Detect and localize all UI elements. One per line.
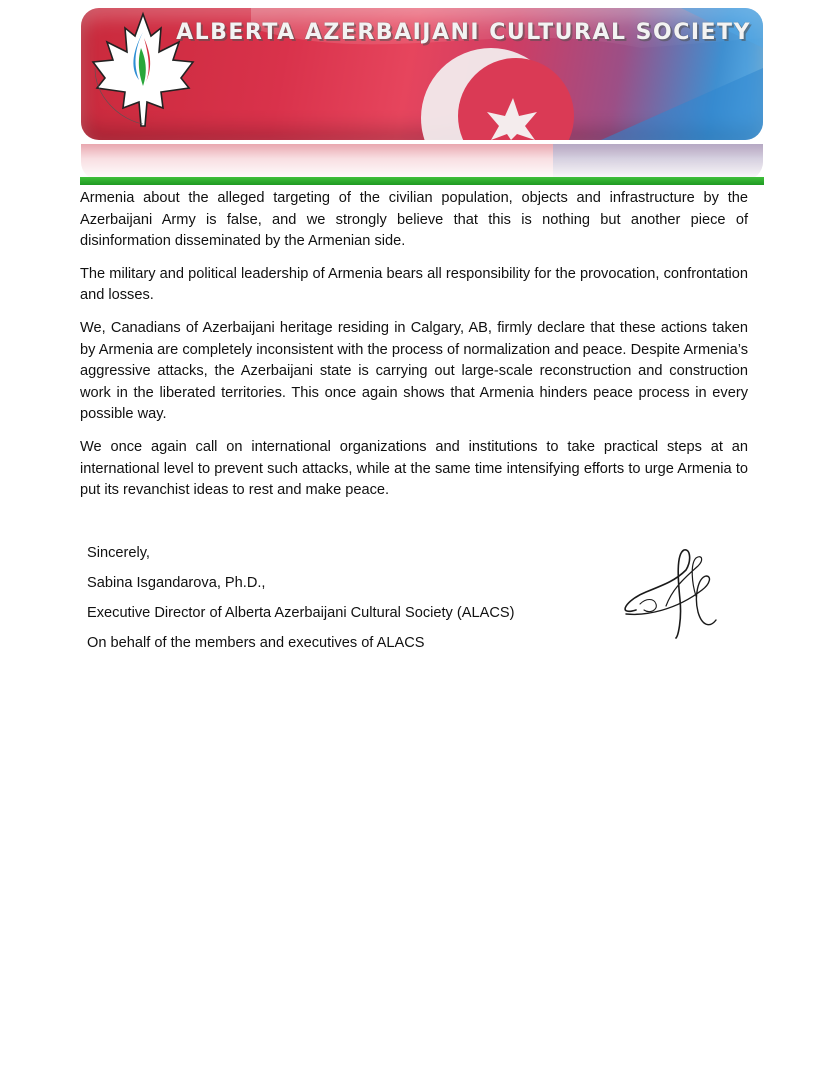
letter-body	[80, 188, 748, 513]
letterhead-banner	[80, 8, 764, 186]
handwritten-signature-icon	[606, 540, 740, 644]
salutation: Sincerely,	[87, 545, 150, 561]
paragraph: We, Canadians of Azerbaijani heritage residing in Calgary, AB, firmly declare that these actions taken by Armenia are completely inconsistent with the process of normalization and peace. Despite Armenia’s aggressive attacks, the Azerbaijani state is carrying out large-scale reconstruction and construction work in the liberated territories. This once again shows that Armenia hinders peace process in every possible way.	[80, 319, 748, 423]
banner-flag-background	[81, 8, 763, 140]
reflection-blue-tint	[553, 144, 763, 180]
banner-reflection	[81, 144, 763, 180]
letter-closing	[87, 543, 587, 663]
society-name-title: ALBERTA AZERBAIJANI CULTURAL SOCIETY	[176, 20, 751, 45]
signatory-title: Executive Director of Alberta Azerbaijani Cultural Society (ALACS)	[87, 605, 515, 621]
paragraph: Armenia about the alleged targeting of the civilian population, objects and infrastructure by the Azerbaijani Army is false, and we strongly believe that this is nothing but another piece of disinformation disseminated by the Armenian side.	[80, 190, 748, 250]
signatory-name: Sabina Isgandarova, Ph.D.,	[87, 575, 266, 591]
banner-green-stripe	[80, 177, 764, 185]
paragraph: We once again call on international organizations and institutions to take practical steps at an international level to prevent such attacks, while at the same time intensifying efforts to urge Armenia to put its revanchist ideas to rest and make peace.	[80, 438, 748, 499]
on-behalf-line: On behalf of the members and executives of ALACS	[87, 635, 425, 651]
paragraph: The military and political leadership of Armenia bears all responsibility for the provocation, confrontation and losses.	[80, 265, 748, 304]
